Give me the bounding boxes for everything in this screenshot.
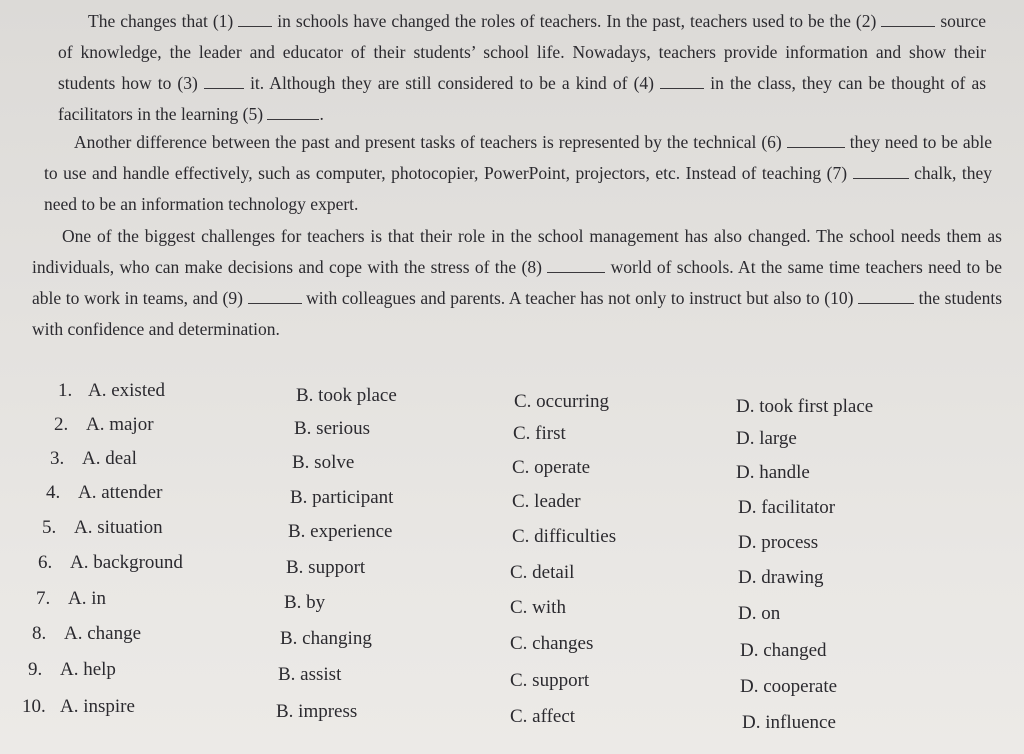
question-number: 8. <box>32 623 47 644</box>
option-b[interactable]: B. impress <box>276 701 358 722</box>
question-number: 9. <box>28 659 43 680</box>
question-number: 10. <box>22 696 46 717</box>
option-d[interactable]: D. handle <box>736 462 810 483</box>
option-c[interactable]: C. leader <box>512 491 581 512</box>
passage-text: the students with confidence and determination. <box>32 288 1003 339</box>
question-number: 2. <box>54 414 69 435</box>
passage-text: they need to be able to use and handle effectively, such as computer, photocopier, PowerPoint, projectors, etc. Instead of teaching (7) <box>44 132 992 183</box>
option-a[interactable]: A. existed <box>88 380 166 401</box>
option-b[interactable]: B. by <box>284 592 326 613</box>
question-number: 3. <box>50 448 65 469</box>
option-b[interactable]: B. serious <box>294 418 370 439</box>
option-a[interactable]: A. help <box>60 659 116 680</box>
passage-text: . <box>319 104 324 124</box>
option-a[interactable]: A. deal <box>82 448 137 469</box>
passage-text: chalk, they need to be an information technology expert. <box>44 163 993 214</box>
option-b[interactable]: B. assist <box>278 664 342 685</box>
option-d[interactable]: D. on <box>738 603 781 624</box>
option-b[interactable]: B. support <box>286 557 366 578</box>
option-d[interactable]: D. took first place <box>736 396 874 417</box>
option-a[interactable]: A. inspire <box>60 696 135 717</box>
option-a[interactable]: A. major <box>86 414 154 435</box>
option-d[interactable]: D. large <box>736 428 797 449</box>
passage-text: The changes that (1) <box>88 11 234 31</box>
passage-text: source of knowledge, the leader and educator of their students’ school life. Nowadays, teachers provide information and show their students how to (3) <box>58 11 987 93</box>
option-d[interactable]: D. process <box>738 532 819 553</box>
option-c[interactable]: C. first <box>513 423 566 444</box>
option-d[interactable]: D. changed <box>740 640 827 661</box>
option-a[interactable]: A. in <box>68 588 106 609</box>
option-a[interactable]: A. situation <box>74 517 163 538</box>
option-b[interactable]: B. experience <box>288 521 393 542</box>
option-c[interactable]: C. affect <box>510 706 576 727</box>
option-d[interactable]: D. influence <box>742 712 836 733</box>
option-c[interactable]: C. with <box>510 597 566 618</box>
passage-text: with colleagues and parents. A teacher has not only to instruct but also to (10) <box>306 288 854 308</box>
option-b[interactable]: B. solve <box>292 452 355 473</box>
option-d[interactable]: D. cooperate <box>740 676 838 697</box>
passage-text: One of the biggest challenges for teachers is that their role in the school management has also changed. The school needs them as individuals, who can make decisions and cope with the stress of the (8) <box>32 226 1002 277</box>
passage-text: in schools have changed the roles of teachers. In the past, teachers used to be the (2) <box>277 11 877 31</box>
option-b[interactable]: B. took place <box>296 385 397 406</box>
option-d[interactable]: D. facilitator <box>738 497 836 518</box>
option-d[interactable]: D. drawing <box>738 567 824 588</box>
option-a[interactable]: A. change <box>64 623 142 644</box>
option-c[interactable]: C. support <box>510 670 590 691</box>
option-a[interactable]: A. attender <box>78 482 163 503</box>
option-c[interactable]: C. operate <box>512 457 591 478</box>
passage-text: world of schools. At the same time teachers need to be able to work in teams, and (9) <box>32 257 1002 308</box>
passage-text: it. Although they are still considered to be a kind of (4) <box>250 73 655 93</box>
option-c[interactable]: C. occurring <box>514 391 609 412</box>
question-number: 5. <box>42 517 57 538</box>
option-c[interactable]: C. changes <box>510 633 594 654</box>
question-number: 6. <box>38 552 53 573</box>
passage-text: Another difference between the past and present tasks of teachers is represented by the technical (6) <box>74 132 782 152</box>
option-a[interactable]: A. background <box>70 552 183 573</box>
passage-text: in the class, they can be thought of as facilitators in the learning (5) <box>58 73 987 124</box>
option-c[interactable]: C. detail <box>510 562 575 583</box>
option-b[interactable]: B. changing <box>280 628 372 649</box>
question-number: 7. <box>36 588 51 609</box>
question-number: 4. <box>46 482 61 503</box>
question-number: 1. <box>58 380 73 401</box>
option-c[interactable]: C. difficulties <box>512 526 617 547</box>
option-b[interactable]: B. participant <box>290 487 394 508</box>
